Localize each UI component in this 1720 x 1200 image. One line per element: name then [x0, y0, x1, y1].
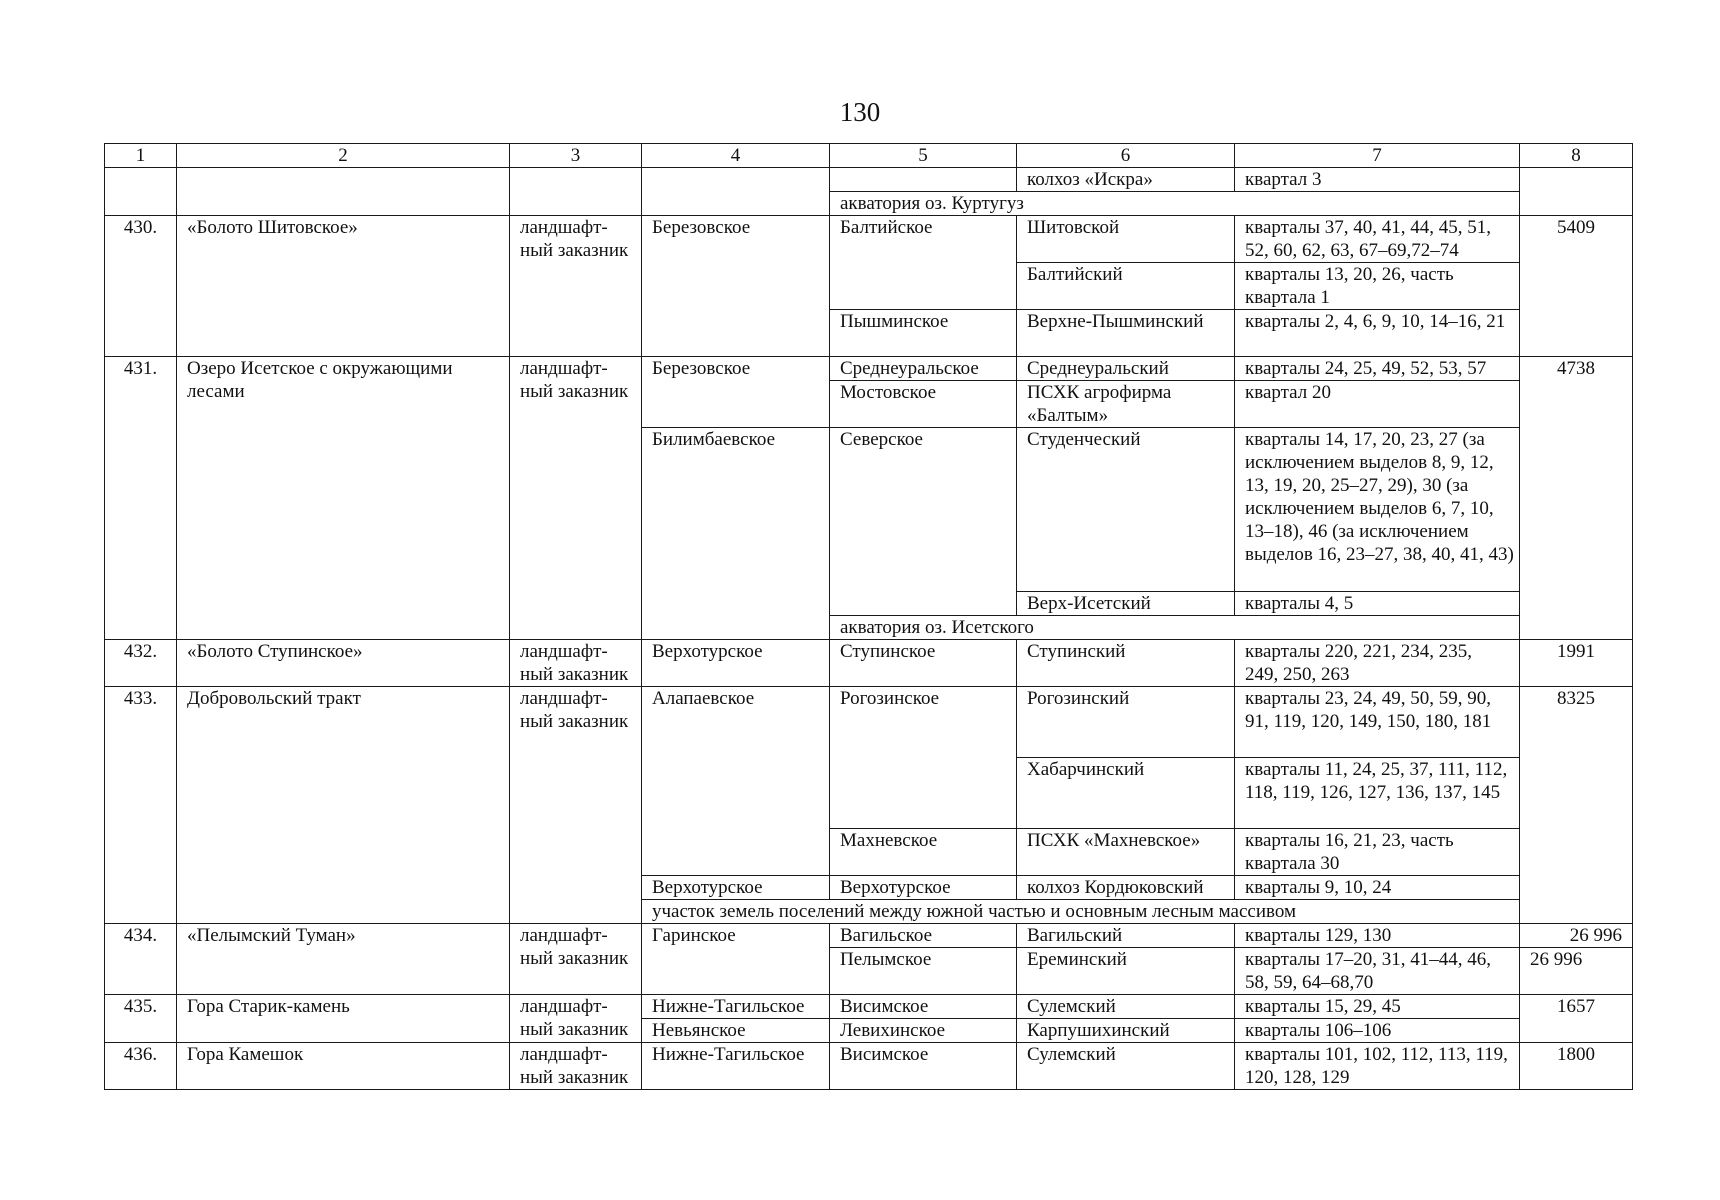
column-header: 6 — [1017, 144, 1235, 168]
cell-area: 4738 — [1520, 357, 1633, 640]
cell-subforestry: Балтийское — [830, 216, 1017, 310]
cell-subforestry: Северское — [830, 428, 1017, 616]
cell-forestry: Алапаевское — [642, 687, 830, 876]
cell-quarters: кварталы 16, 21, 23, часть квартала 30 — [1235, 829, 1520, 876]
cell-subforestry: Висимское — [830, 995, 1017, 1019]
protected-areas-table — [104, 143, 1633, 1090]
cell-district: Студенческий — [1017, 428, 1235, 592]
cell-district: Шитовской — [1017, 216, 1235, 263]
cell-quarters: кварталы 101, 102, 112, 113, 119, 120, 128, 129 — [1235, 1043, 1520, 1090]
cell-district: Сулемский — [1017, 1043, 1235, 1090]
column-header: 7 — [1235, 144, 1520, 168]
column-header: 3 — [510, 144, 642, 168]
cell-district: Балтийский — [1017, 263, 1235, 310]
cell-district: Сулемский — [1017, 995, 1235, 1019]
cell-type: ландшафт-ный заказник — [510, 687, 642, 924]
cell-type: ландшафт-ный заказник — [510, 1043, 642, 1090]
cell-quarters: кварталы 11, 24, 25, 37, 111, 112, 118, 119, 126, 127, 136, 137, 145 — [1235, 758, 1520, 829]
cell-quarters: кварталы 17–20, 31, 41–44, 46, 58, 59, 64–68,70 — [1235, 948, 1520, 995]
cell-district: Хабарчинский — [1017, 758, 1235, 829]
cell-forestry: Нижне-Тагильское — [642, 1043, 830, 1090]
cell-district: колхоз Кордюковский — [1017, 876, 1235, 900]
cell-district: ПСХК «Махневское» — [1017, 829, 1235, 876]
cell-district: Верхне-Пышминский — [1017, 310, 1235, 357]
cell-number: 430. — [105, 216, 177, 357]
table-row — [105, 357, 1633, 381]
cell-forestry: Верхотурское — [642, 876, 830, 900]
cell-name: «Пелымский Туман» — [177, 924, 510, 995]
cell-subforestry: Верхотурское — [830, 876, 1017, 900]
table-row — [105, 995, 1633, 1019]
cell-quarters: кварталы 4, 5 — [1235, 592, 1520, 616]
cell-subforestry: Среднеуральское — [830, 357, 1017, 381]
cell-name: Озеро Исетское с окружающими лесами — [177, 357, 510, 640]
cell-quarters: кварталы 14, 17, 20, 23, 27 (за исключением выделов 8, 9, 12, 13, 19, 20, 25–27, 29), 30 (за исключением выделов 6, 7, 10, 13–18), 46 (за исключением выделов 16, 23–27, 38, 40, 41, 43) — [1235, 428, 1520, 592]
cell-empty — [830, 168, 1017, 192]
cell-water-area: акватория оз. Куртугуз — [830, 192, 1520, 216]
cell-name: Гора Старик-камень — [177, 995, 510, 1043]
cell-subforestry: Пелымское — [830, 948, 1017, 995]
cell-area: 8325 — [1520, 687, 1633, 924]
cell-area: 1991 — [1520, 640, 1633, 687]
cell-empty — [177, 168, 510, 216]
cell-district: Ступинский — [1017, 640, 1235, 687]
cell-district: Вагильский — [1017, 924, 1235, 948]
cell-number: 436. — [105, 1043, 177, 1090]
table-header-row — [105, 144, 1633, 168]
cell-quarters: кварталы 24, 25, 49, 52, 53, 57 — [1235, 357, 1520, 381]
cell-type: ландшафт-ный заказник — [510, 640, 642, 687]
column-header: 5 — [830, 144, 1017, 168]
cell-district: Ереминский — [1017, 948, 1235, 995]
table-row — [105, 640, 1633, 687]
table-row — [105, 216, 1633, 263]
cell-forestry: Березовское — [642, 216, 830, 357]
cell-subforestry: Висимское — [830, 1043, 1017, 1090]
cell-quarters: кварталы 23, 24, 49, 50, 59, 90, 91, 119, 120, 149, 150, 180, 181 — [1235, 687, 1520, 758]
cell-quarters: кварталы 13, 20, 26, часть квартала 1 — [1235, 263, 1520, 310]
cell-name: Гора Камешок — [177, 1043, 510, 1090]
cell-district: Рогозинский — [1017, 687, 1235, 758]
cell-subforestry: Левихинское — [830, 1019, 1017, 1043]
cell-area: 26 996 — [1520, 924, 1633, 948]
cell-subforestry: Пышминское — [830, 310, 1017, 357]
cell-empty — [642, 168, 830, 216]
cell-quarters: квартал 20 — [1235, 381, 1520, 428]
cell-quarters: кварталы 106–106 — [1235, 1019, 1520, 1043]
cell-district: колхоз «Искра» — [1017, 168, 1235, 192]
cell-number: 434. — [105, 924, 177, 995]
cell-number: 432. — [105, 640, 177, 687]
cell-quarters: кварталы 9, 10, 24 — [1235, 876, 1520, 900]
cell-forestry: Невьянское — [642, 1019, 830, 1043]
page-number: 130 — [839, 97, 881, 127]
cell-district: ПСХК агрофирма «Балтым» — [1017, 381, 1235, 428]
cell-number: 431. — [105, 357, 177, 640]
cell-number: 433. — [105, 687, 177, 924]
cell-subforestry: Ступинское — [830, 640, 1017, 687]
cell-subforestry: Вагильское — [830, 924, 1017, 948]
cell-land-area: участок земель поселений между южной частью и основным лесным массивом — [642, 900, 1520, 924]
column-header: 4 — [642, 144, 830, 168]
cell-forestry: Гаринское — [642, 924, 830, 995]
cell-area: 5409 — [1520, 216, 1633, 357]
cell-number: 435. — [105, 995, 177, 1043]
cell-area: 1657 — [1520, 995, 1633, 1043]
cell-type: ландшафт-ный заказник — [510, 357, 642, 640]
cell-water-area: акватория оз. Исетского — [830, 616, 1520, 640]
cell-quarters: кварталы 15, 29, 45 — [1235, 995, 1520, 1019]
column-header: 2 — [177, 144, 510, 168]
cell-district: Среднеуральский — [1017, 357, 1235, 381]
cell-empty — [1520, 168, 1633, 216]
cell-quarters: кварталы 129, 130 — [1235, 924, 1520, 948]
cell-forestry: Березовское — [642, 357, 830, 428]
cell-name: «Болото Шитовское» — [177, 216, 510, 357]
table-row — [105, 687, 1633, 758]
cell-quarters: кварталы 37, 40, 41, 44, 45, 51, 52, 60, 62, 63, 67–69,72–74 — [1235, 216, 1520, 263]
cell-name: Добровольский тракт — [177, 687, 510, 924]
cell-area: 1800 — [1520, 1043, 1633, 1090]
cell-quarters: квартал 3 — [1235, 168, 1520, 192]
table-row — [105, 168, 1633, 192]
cell-area: 26 996 — [1520, 948, 1633, 995]
cell-type: ландшафт-ный заказник — [510, 995, 642, 1043]
cell-forestry: Нижне-Тагильское — [642, 995, 830, 1019]
cell-type: ландшафт-ный заказник — [510, 216, 642, 357]
cell-forestry: Верхотурское — [642, 640, 830, 687]
table-row — [105, 1043, 1633, 1090]
cell-name: «Болото Ступинское» — [177, 640, 510, 687]
cell-quarters: кварталы 2, 4, 6, 9, 10, 14–16, 21 — [1235, 310, 1520, 357]
cell-quarters: кварталы 220, 221, 234, 235, 249, 250, 263 — [1235, 640, 1520, 687]
cell-subforestry: Мостовское — [830, 381, 1017, 428]
cell-empty — [510, 168, 642, 216]
cell-forestry: Билимбаевское — [642, 428, 830, 640]
cell-empty — [105, 168, 177, 216]
cell-district: Верх-Исетский — [1017, 592, 1235, 616]
cell-subforestry: Махневское — [830, 829, 1017, 876]
cell-subforestry: Рогозинское — [830, 687, 1017, 829]
cell-district: Карпушихинский — [1017, 1019, 1235, 1043]
cell-type: ландшафт-ный заказник — [510, 924, 642, 995]
column-header: 1 — [105, 144, 177, 168]
column-header: 8 — [1520, 144, 1633, 168]
table-row — [105, 924, 1633, 948]
